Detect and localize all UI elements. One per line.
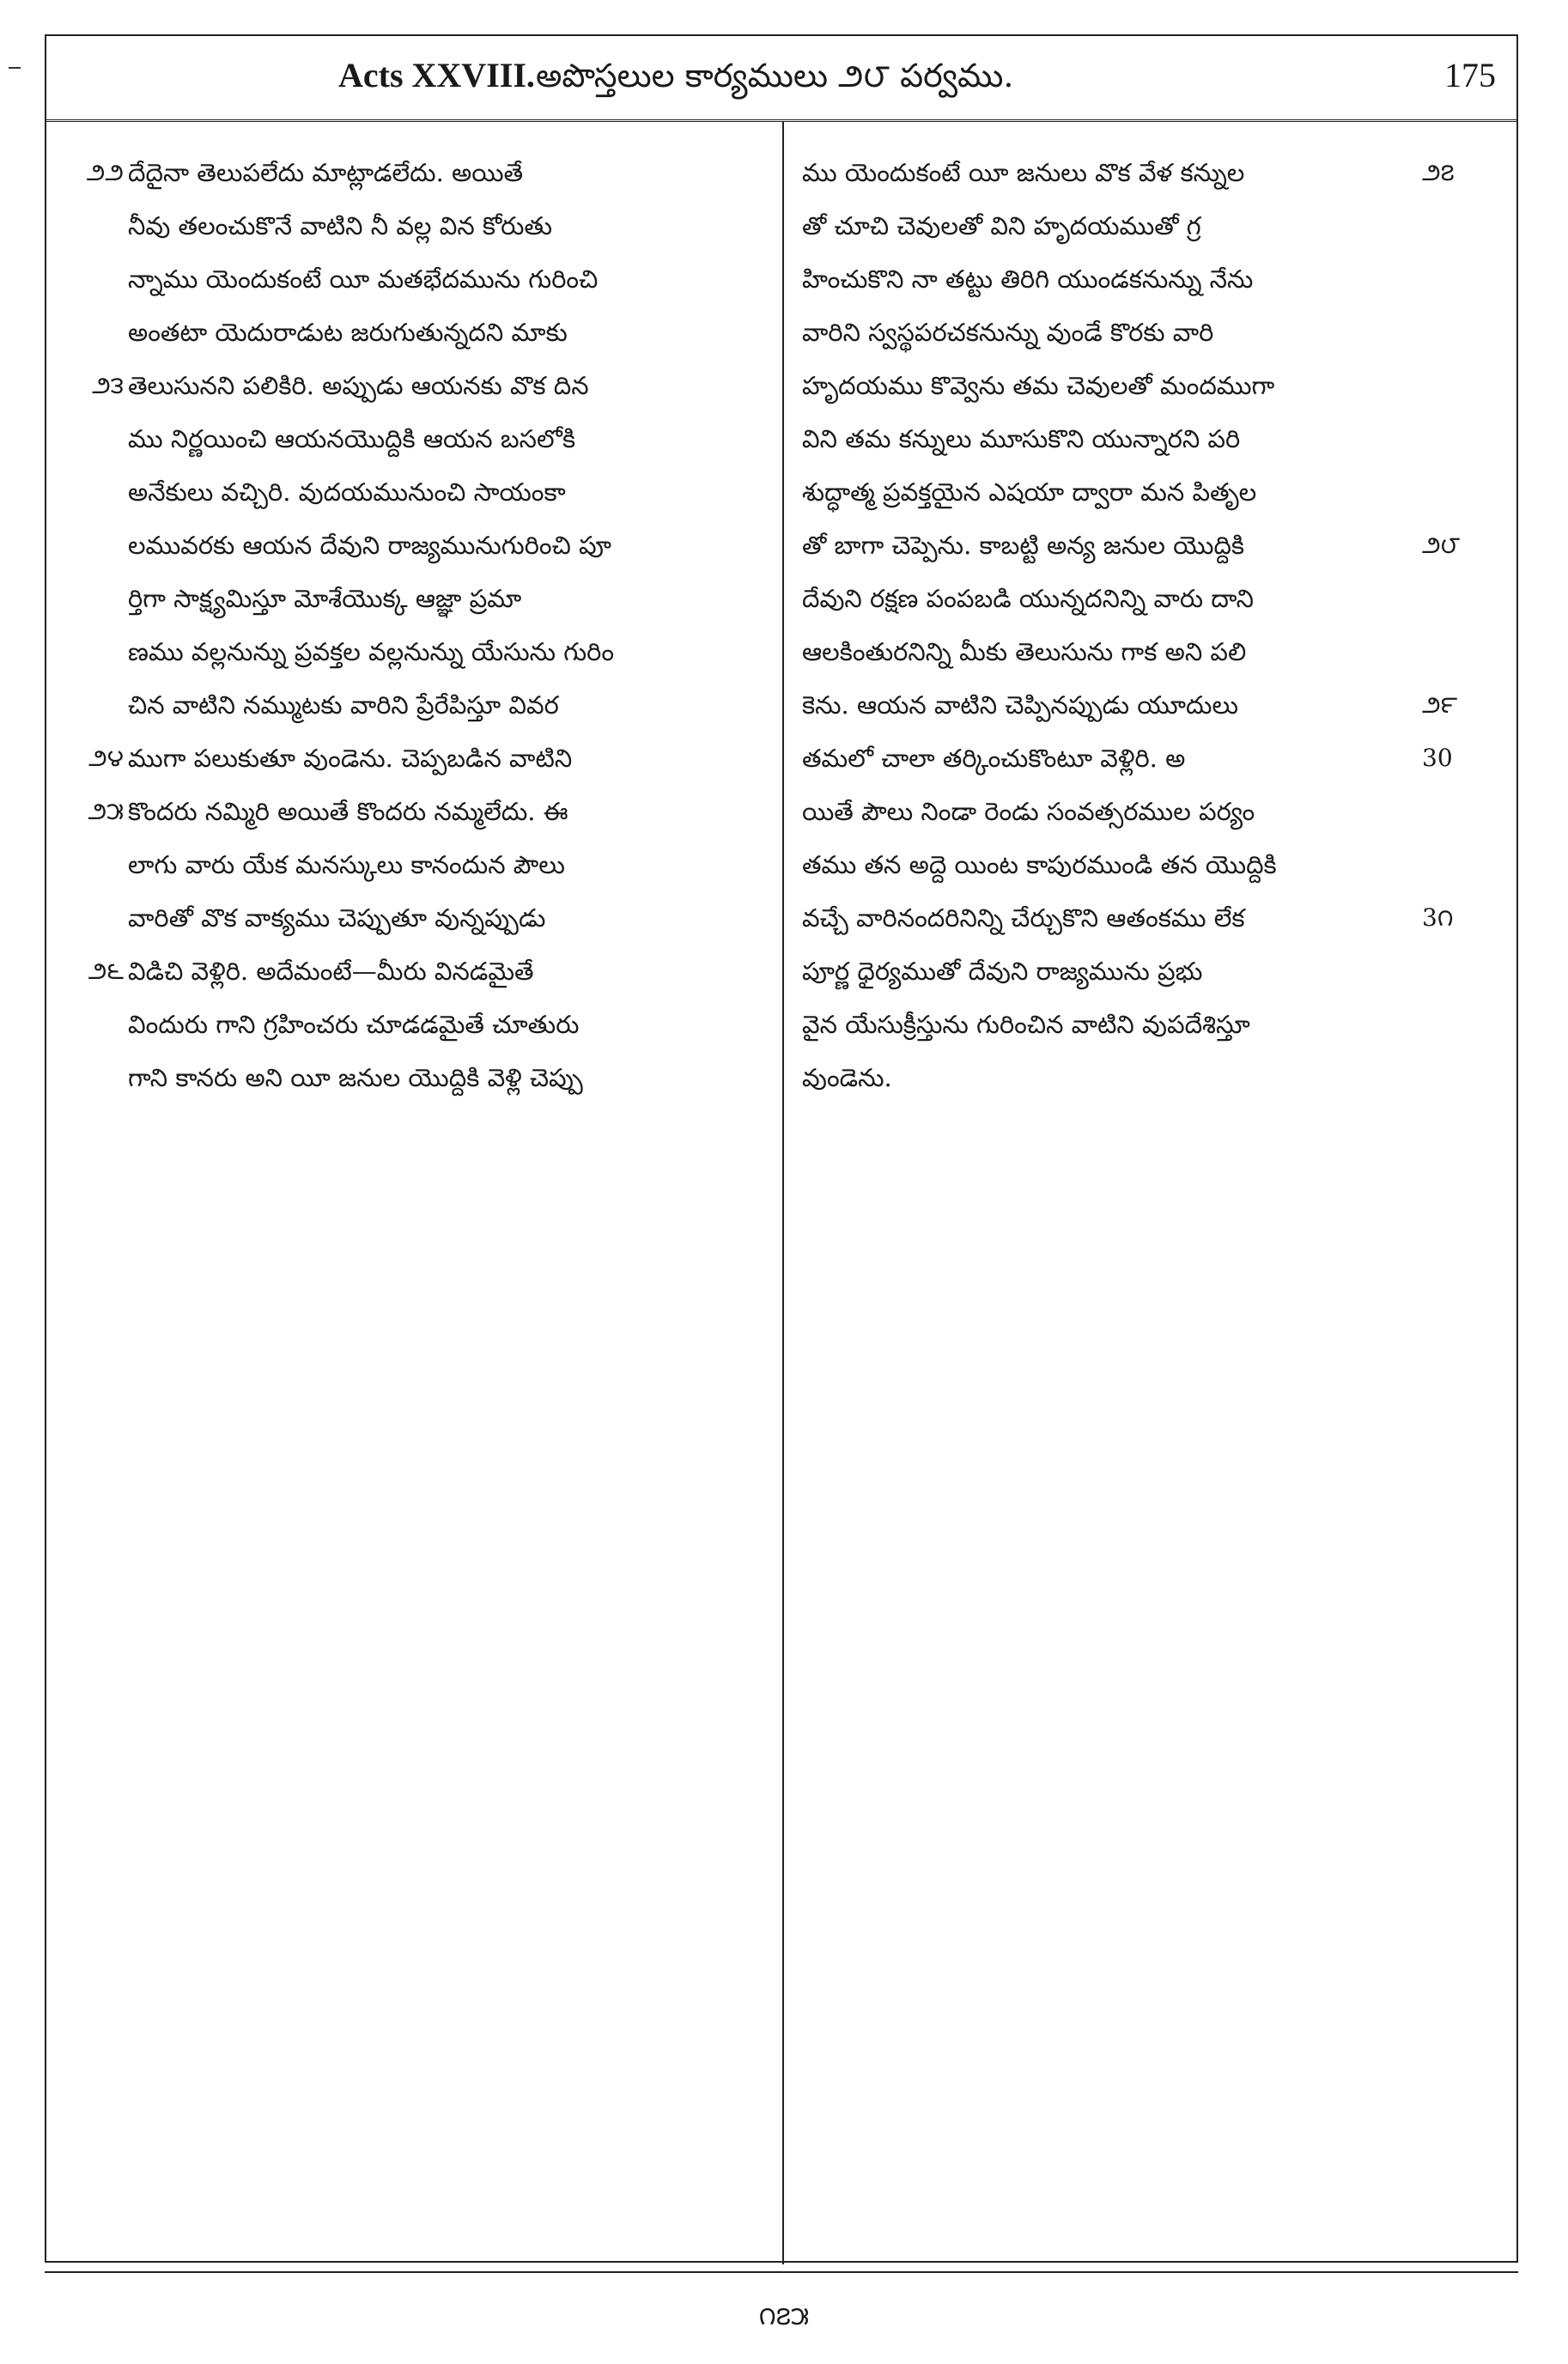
text-line: ణము వల్లనున్ను ప్రవక్తల వల్లనున్ను యేసును గురిం xyxy=(128,637,615,666)
text-line: దేదైనా తెలుపలేదు మాట్లాడలేదు. అయితే xyxy=(128,158,524,187)
text-line: విని తమ కన్నులు మూసుకొని యున్నారని పరి xyxy=(802,424,1241,453)
text-line: హృదయము కొవ్వెను తమ చెవులతో మందముగా xyxy=(802,371,1275,400)
verse-number: 3౧ xyxy=(1422,903,1454,932)
text-line: తో చూచి చెవులతో విని హృదయముతో గ్ర xyxy=(802,211,1201,240)
text-line: వుండెను. xyxy=(802,1063,892,1092)
verse-number: ౨౬ xyxy=(88,957,124,985)
text-line: విందురు గాని గ్రహించరు చూడడమైతే చూతురు xyxy=(128,1010,580,1039)
book-reference: Acts XXVIII. xyxy=(338,56,535,94)
text-line: కొందరు నమ్మిరి అయితే కొందరు నమ్మలేదు. ఈ xyxy=(128,797,568,826)
text-line: యితే పౌలు నిండా రెండు సంవత్సరముల పర్యం xyxy=(802,797,1255,826)
text-line: వచ్చే వారినందరినిన్ని చేర్చుకొని ఆతంకము లేక xyxy=(802,903,1245,933)
text-line: అనేకులు వచ్చిరి. వుదయమునుంచి సాయంకా xyxy=(128,477,566,507)
text-line: తో బాగా చెప్పెను. కాబట్టి అన్య జనుల యొద్దికి xyxy=(802,531,1245,560)
verse-number: ౨౪ xyxy=(88,744,124,772)
page-frame xyxy=(45,34,1518,2263)
text-line: లాగు వారు యేక మనస్కులు కానందున పౌలు xyxy=(128,850,565,879)
page-number: 175 xyxy=(1444,56,1496,94)
running-header xyxy=(46,36,1516,122)
text-line: పూర్ణ ధైర్యముతో దేవుని రాజ్యమును ప్రభు xyxy=(802,957,1203,986)
text-line: విడిచి వెళ్లిరి. అదేమంటే—మీరు వినడమైతే xyxy=(128,957,534,986)
text-line: కెను. ఆయన వాటిని చెప్పినప్పుడు యూదులు xyxy=(802,690,1239,720)
text-line: గాని కానరు అని యీ జనుల యొద్దికి వెళ్లి చెప్పు xyxy=(128,1063,583,1092)
column-divider xyxy=(782,122,784,2264)
text-line: తము తన అద్దె యింట కాపురముండి తన యొద్దికి xyxy=(802,850,1277,879)
verse-number: ౨౮ xyxy=(1422,531,1461,559)
text-line: ము యెందుకంటే యీ జనులు వొక వేళ కన్నుల xyxy=(802,158,1245,187)
text-line: లమువరకు ఆయన దేవుని రాజ్యమునుగురించి పూ xyxy=(128,531,611,560)
text-line: దేవుని రక్షణ పంపబడి యున్నదనిన్ని వారు దాని xyxy=(802,584,1254,613)
text-line: తమలో చాలా తర్కించుకొంటూ వెళ్లిరి. అ xyxy=(802,744,1186,773)
text-line: న్నాము యెందుకంటే యీ మతభేదమును గురించి xyxy=(128,264,599,294)
text-line: ఆలకింతురనిన్ని మీకు తెలుసును గాక అని పలి xyxy=(802,637,1247,666)
signature-mark: ౧౭౫ xyxy=(758,2301,810,2331)
text-line: తెలుసునని పలికిరి. అప్పుడు ఆయనకు వొక దిన xyxy=(128,371,589,400)
text-line: వారితో వొక వాక్యము చెప్పుతూ వున్నప్పుడు xyxy=(128,903,546,933)
verse-number: ౨౯ xyxy=(1422,690,1458,719)
verse-number: ౨౨ xyxy=(86,158,124,186)
verse-number: 30 xyxy=(1422,744,1453,772)
text-line: నీవు తలంచుకొనే వాటిని నీ వల్ల విన కోరుతు xyxy=(128,211,552,240)
margin-mark xyxy=(9,67,21,69)
verse-number: ౨౭ xyxy=(1422,158,1455,186)
book-title: అపొస్తలుల కార్యములు ౨౮ పర్వము. xyxy=(536,57,1014,94)
text-line: ముగా పలుకుతూ వుండెను. చెప్పబడిన వాటిని xyxy=(128,744,573,773)
text-line: ము నిర్ణయించి ఆయనయొద్దికి ఆయన బసలోకి xyxy=(128,424,576,453)
text-line: హించుకొని నా తట్టు తిరిగి యుండకనున్ను నేను xyxy=(802,264,1254,294)
text-line: వారిని స్వస్థపరచకనున్ను వుండే కొరకు వారి xyxy=(802,318,1214,347)
verse-number: ౨౫ xyxy=(88,797,124,825)
verse-number: ౨౩ xyxy=(92,371,124,399)
text-line: శుద్ధాత్మ ప్రవక్తయైన ఎషయా ద్వారా మన పితృల xyxy=(802,477,1257,507)
bottom-rule xyxy=(45,2271,1518,2273)
text-line: అంతటా యెదురాడుట జరుగుతున్నదని మాకు xyxy=(128,318,568,347)
text-line: చిన వాటిని నమ్ముటకు వారిని ప్రేరేపిస్తూ వివర xyxy=(128,690,559,720)
text-line: ర్తిగా సాక్ష్యమిస్తూ మోశేయొక్క ఆజ్ఞా ప్రమా xyxy=(128,584,522,613)
text-line: వైన యేసుక్రీస్తును గురించిన వాటిని వుపదేశిస్తూ xyxy=(802,1010,1250,1039)
